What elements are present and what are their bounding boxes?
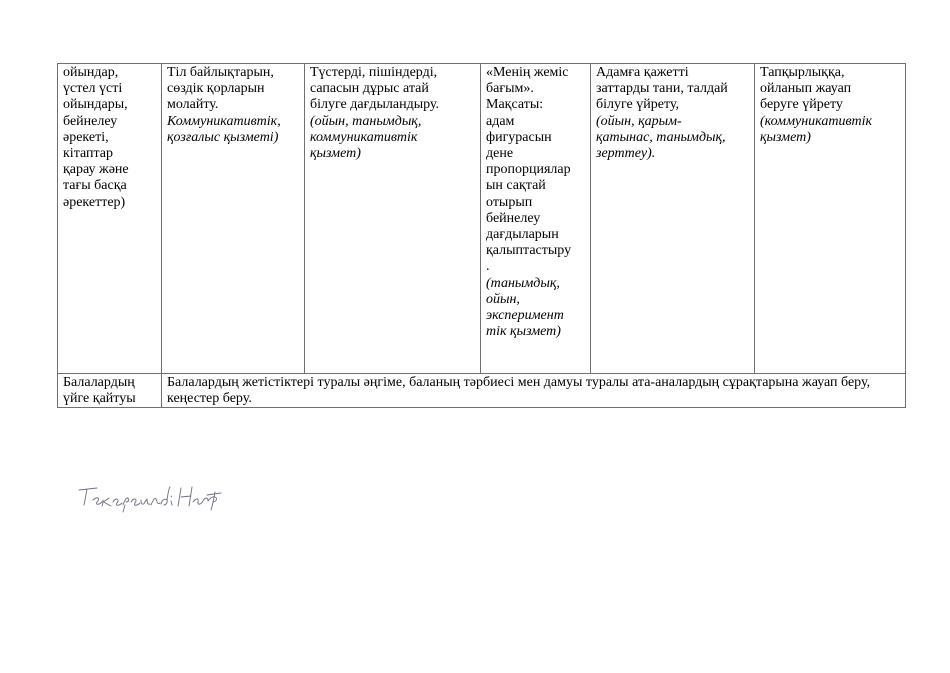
cell-text-line: отырып: [486, 194, 533, 210]
cell-italic-line: ойын,: [486, 291, 520, 307]
cell-text-line: фигурасын: [486, 129, 552, 145]
cell-text-line: бағым».: [486, 81, 534, 97]
cell-italic-line: қозғалыс қызметі): [167, 129, 279, 145]
cell-text-line: адам: [486, 113, 515, 129]
cell-text-line: сапасын дұрыс атай: [310, 81, 429, 97]
cell-text-line: беруге үйрету: [760, 97, 843, 113]
table-cell-human-objects: [591, 64, 755, 374]
cell-text-line: .: [486, 259, 490, 275]
cell-text-line: білуге үйрету,: [596, 97, 680, 113]
cell-text-line: молайту.: [167, 97, 219, 113]
cell-text-line: Тіл байлықтарын,: [167, 65, 274, 80]
table-cell-going-home-text: Балалардың жетістіктері туралы әңгіме, баланың тәрбиесі мен дамуы туралы ата-аналардың сұрақтарына жауап беру, кеңестер беру.: [162, 374, 906, 408]
cell-text-line: дене: [486, 146, 514, 162]
table-cell-fruit-garden: [481, 64, 591, 374]
signature-stamp: [75, 478, 235, 516]
cell-text-line: кітаптар: [63, 146, 114, 162]
cell-text-line: ын сақтай: [486, 178, 546, 194]
cell-italic-line: (коммуникативтік: [760, 113, 873, 129]
cell-text-line: үстел үсті: [63, 81, 123, 97]
cell-text-line: Түстерді, пішіндерді,: [310, 65, 438, 80]
cell-italic-line: коммуникативтік: [310, 129, 418, 145]
table-cell-colors-shapes: [305, 64, 481, 374]
cell-italic-line: тік қызмет): [486, 324, 561, 340]
cell-text-line: қалыптастыру: [486, 243, 572, 259]
cell-italic-line: эксперимент: [486, 308, 564, 324]
cell-text-line: ойланып жауап: [760, 81, 852, 97]
cell-text-line: заттарды тани, талдай: [596, 81, 728, 97]
going-home-label-line-2: үйге қайтуы: [63, 391, 136, 407]
cell-text-line: Тапқырлыққа,: [760, 65, 845, 80]
schedule-table: [57, 63, 906, 408]
cell-italic-line: (танымдық,: [486, 275, 560, 291]
table-row: [58, 374, 906, 408]
table-cell-language: [162, 64, 305, 374]
cell-italic-line: қызмет): [310, 146, 361, 162]
handwritten-signature: [75, 478, 235, 516]
cell-text-line: бейнелеу: [486, 210, 541, 226]
cell-text-line: дағдыларын: [486, 227, 559, 243]
cell-text-line: ойындары,: [63, 97, 128, 113]
cell-text-line: қарау және: [63, 162, 129, 178]
cell-text-line: тағы басқа: [63, 178, 127, 194]
cell-italic-line: (ойын, танымдық,: [310, 113, 422, 129]
cell-text-line: «Менің жеміс: [486, 65, 569, 80]
cell-text-line: әрекеттер): [63, 194, 126, 210]
cell-text-line: ойындар,: [63, 65, 119, 80]
cell-italic-line: (ойын, қарым-: [596, 113, 682, 129]
cell-text-line: әрекеті,: [63, 129, 109, 145]
cell-text-line: Адамға қажетті: [596, 65, 689, 80]
table-cell-ingenuity: [755, 64, 906, 374]
cell-italic-line: Коммуникативтік,: [167, 113, 281, 129]
table-row: [58, 64, 906, 374]
table-cell-activities: [58, 64, 162, 374]
going-home-label-line-1: Балалардың: [63, 375, 135, 390]
cell-text-line: пропорциялар: [486, 162, 571, 178]
cell-italic-line: қызмет): [760, 129, 811, 145]
cell-text-line: сөздік қорларын: [167, 81, 265, 97]
cell-text-line: Мақсаты:: [486, 97, 544, 113]
cell-italic-line: қатынас, танымдық,: [596, 129, 726, 145]
cell-text-line: білуге дағдыландыру.: [310, 97, 440, 113]
cell-text-line: бейнелеу: [63, 113, 118, 129]
table-cell-going-home-label: [58, 374, 162, 408]
cell-italic-line: зерттеу).: [596, 146, 656, 162]
